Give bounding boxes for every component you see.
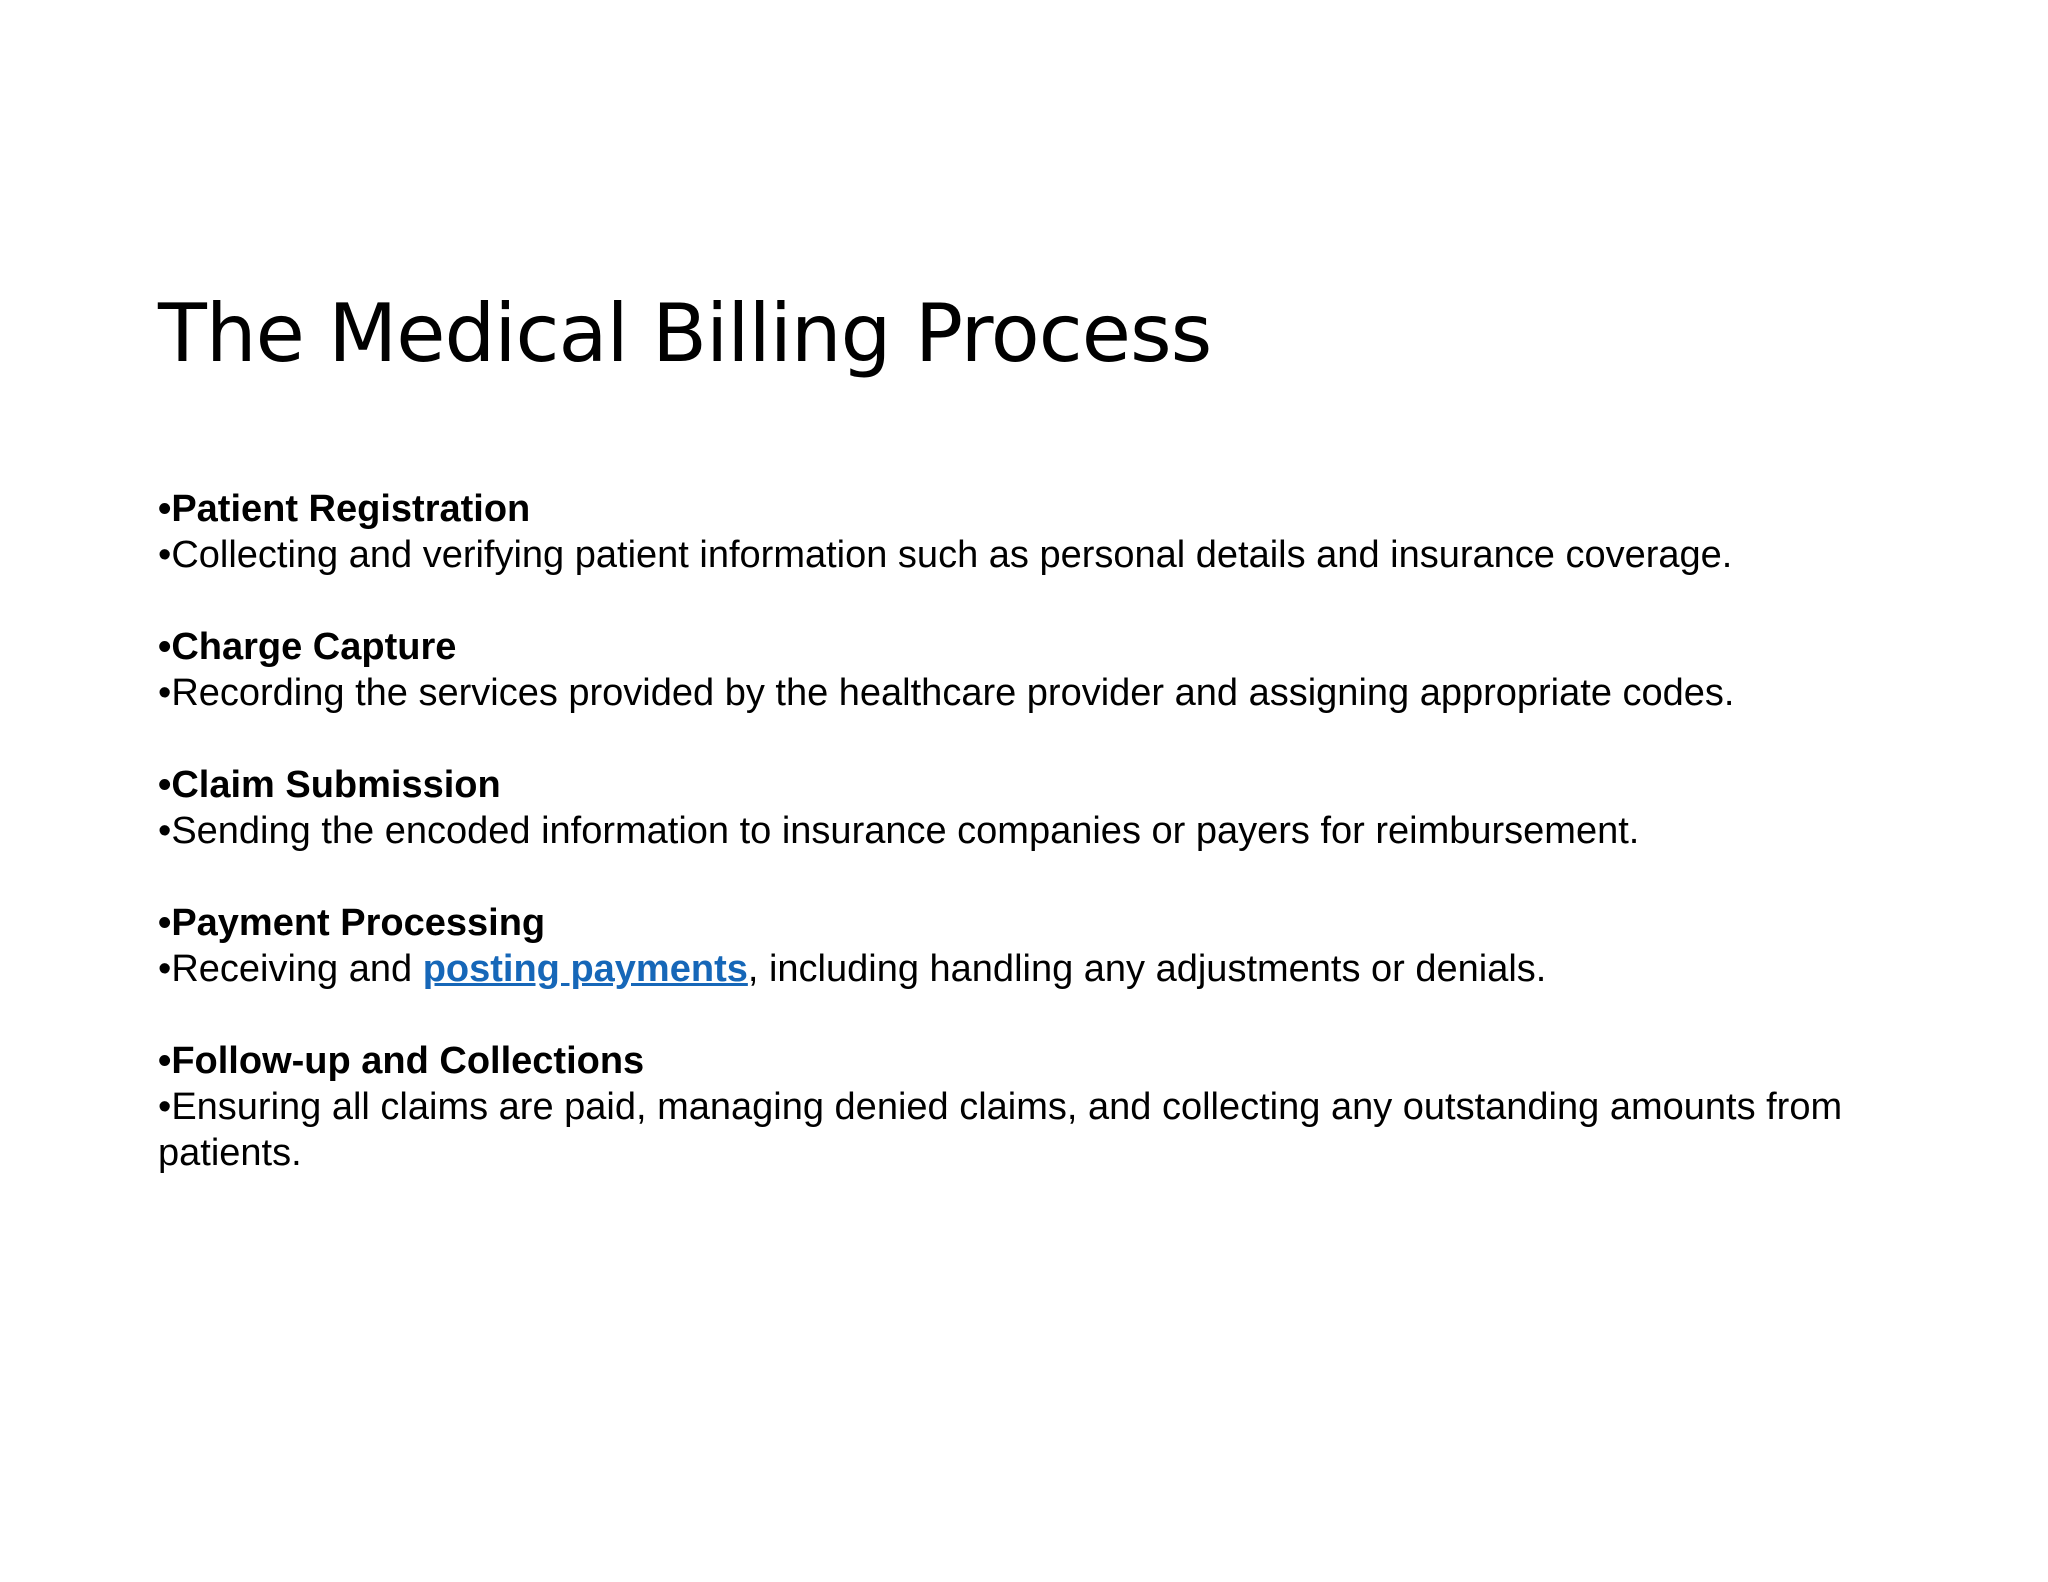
section-patient-registration (158, 486, 1898, 578)
slide-title: The Medical Billing Process (158, 287, 1212, 380)
description-text: Sending the encoded information to insurance companies or payers for reimbursement. (171, 810, 1640, 852)
heading-text: Payment Processing (171, 902, 546, 944)
description-text: Ensuring all claims are paid, managing denied claims, and collecting any outstanding amounts from patients. (158, 1086, 1843, 1174)
section-heading (158, 486, 1898, 532)
bullet-glyph: • (158, 764, 172, 806)
bullet-glyph: • (158, 534, 172, 576)
section-description (158, 946, 1898, 992)
description-text-after: , including handling any adjustments or denials. (747, 948, 1547, 990)
section-payment-processing (158, 900, 1898, 992)
heading-text: Follow-up and Collections (171, 1040, 645, 1082)
section-heading (158, 624, 1898, 670)
section-heading (158, 900, 1898, 946)
heading-text: Claim Submission (171, 764, 501, 806)
bullet-glyph: • (158, 902, 172, 944)
bullet-list (158, 486, 1898, 1222)
heading-text: Charge Capture (171, 626, 457, 668)
bullet-glyph: • (158, 488, 172, 530)
description-text-before: Receiving and (171, 948, 423, 990)
heading-text: Patient Registration (171, 488, 531, 530)
bullet-glyph: • (158, 1086, 172, 1128)
section-heading (158, 1038, 1898, 1084)
bullet-glyph: • (158, 626, 172, 668)
description-text: Collecting and verifying patient information such as personal details and insurance coverage. (171, 534, 1733, 576)
bullet-glyph: • (158, 672, 172, 714)
section-charge-capture (158, 624, 1898, 716)
description-text: Recording the services provided by the healthcare provider and assigning appropriate codes. (171, 672, 1735, 714)
section-description (158, 808, 1898, 854)
section-description (158, 670, 1898, 716)
bullet-glyph: • (158, 810, 172, 852)
section-heading (158, 762, 1898, 808)
section-follow-up-collections (158, 1038, 1898, 1176)
posting-payments-link[interactable]: posting payments (422, 948, 748, 990)
section-description (158, 1084, 1898, 1176)
section-description (158, 532, 1898, 578)
bullet-glyph: • (158, 1040, 172, 1082)
bullet-glyph: • (158, 948, 172, 990)
section-claim-submission (158, 762, 1898, 854)
